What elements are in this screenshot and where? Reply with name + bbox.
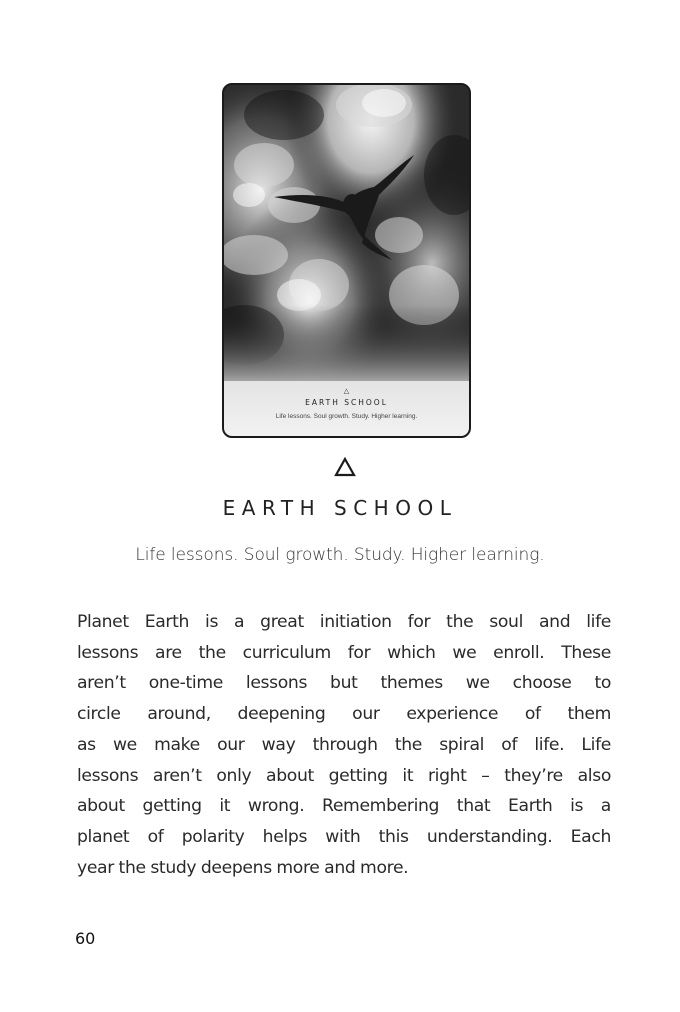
card-caption xyxy=(224,381,469,436)
card-illustration xyxy=(224,85,469,383)
card-triangle-icon: △ xyxy=(343,387,350,395)
body-line: lessons aren’t only about getting it right – they’re also xyxy=(77,765,611,786)
body-line: year the study deepens more and more. xyxy=(77,857,409,878)
triangle-icon xyxy=(334,457,356,477)
oracle-card xyxy=(222,83,471,438)
body-line: as we make our way through the spiral of life. Life xyxy=(77,734,611,755)
keywords-subtitle: Life lessons. Soul growth. Study. Higher learning. xyxy=(135,545,545,565)
body-line: about getting it wrong. Remembering that Earth is a xyxy=(77,796,611,817)
page-number: 60 xyxy=(75,929,96,948)
body-line: circle around, deepening our experience of them xyxy=(77,704,611,725)
body-line: aren’t one-time lessons but themes we choose to xyxy=(77,673,611,694)
body-line: planet of polarity helps with this understanding. Each xyxy=(77,826,611,847)
body-line: Planet Earth is a great initiation for the soul and life xyxy=(77,612,611,632)
body-line: lessons are the curriculum for which we enroll. These xyxy=(77,642,611,663)
page-title: EARTH SCHOOL xyxy=(222,496,458,520)
card-subtitle: Life lessons. Soul growth. Study. Higher learning. xyxy=(275,413,418,420)
body-paragraph xyxy=(77,607,611,883)
card-title: EARTH SCHOOL xyxy=(305,398,388,407)
